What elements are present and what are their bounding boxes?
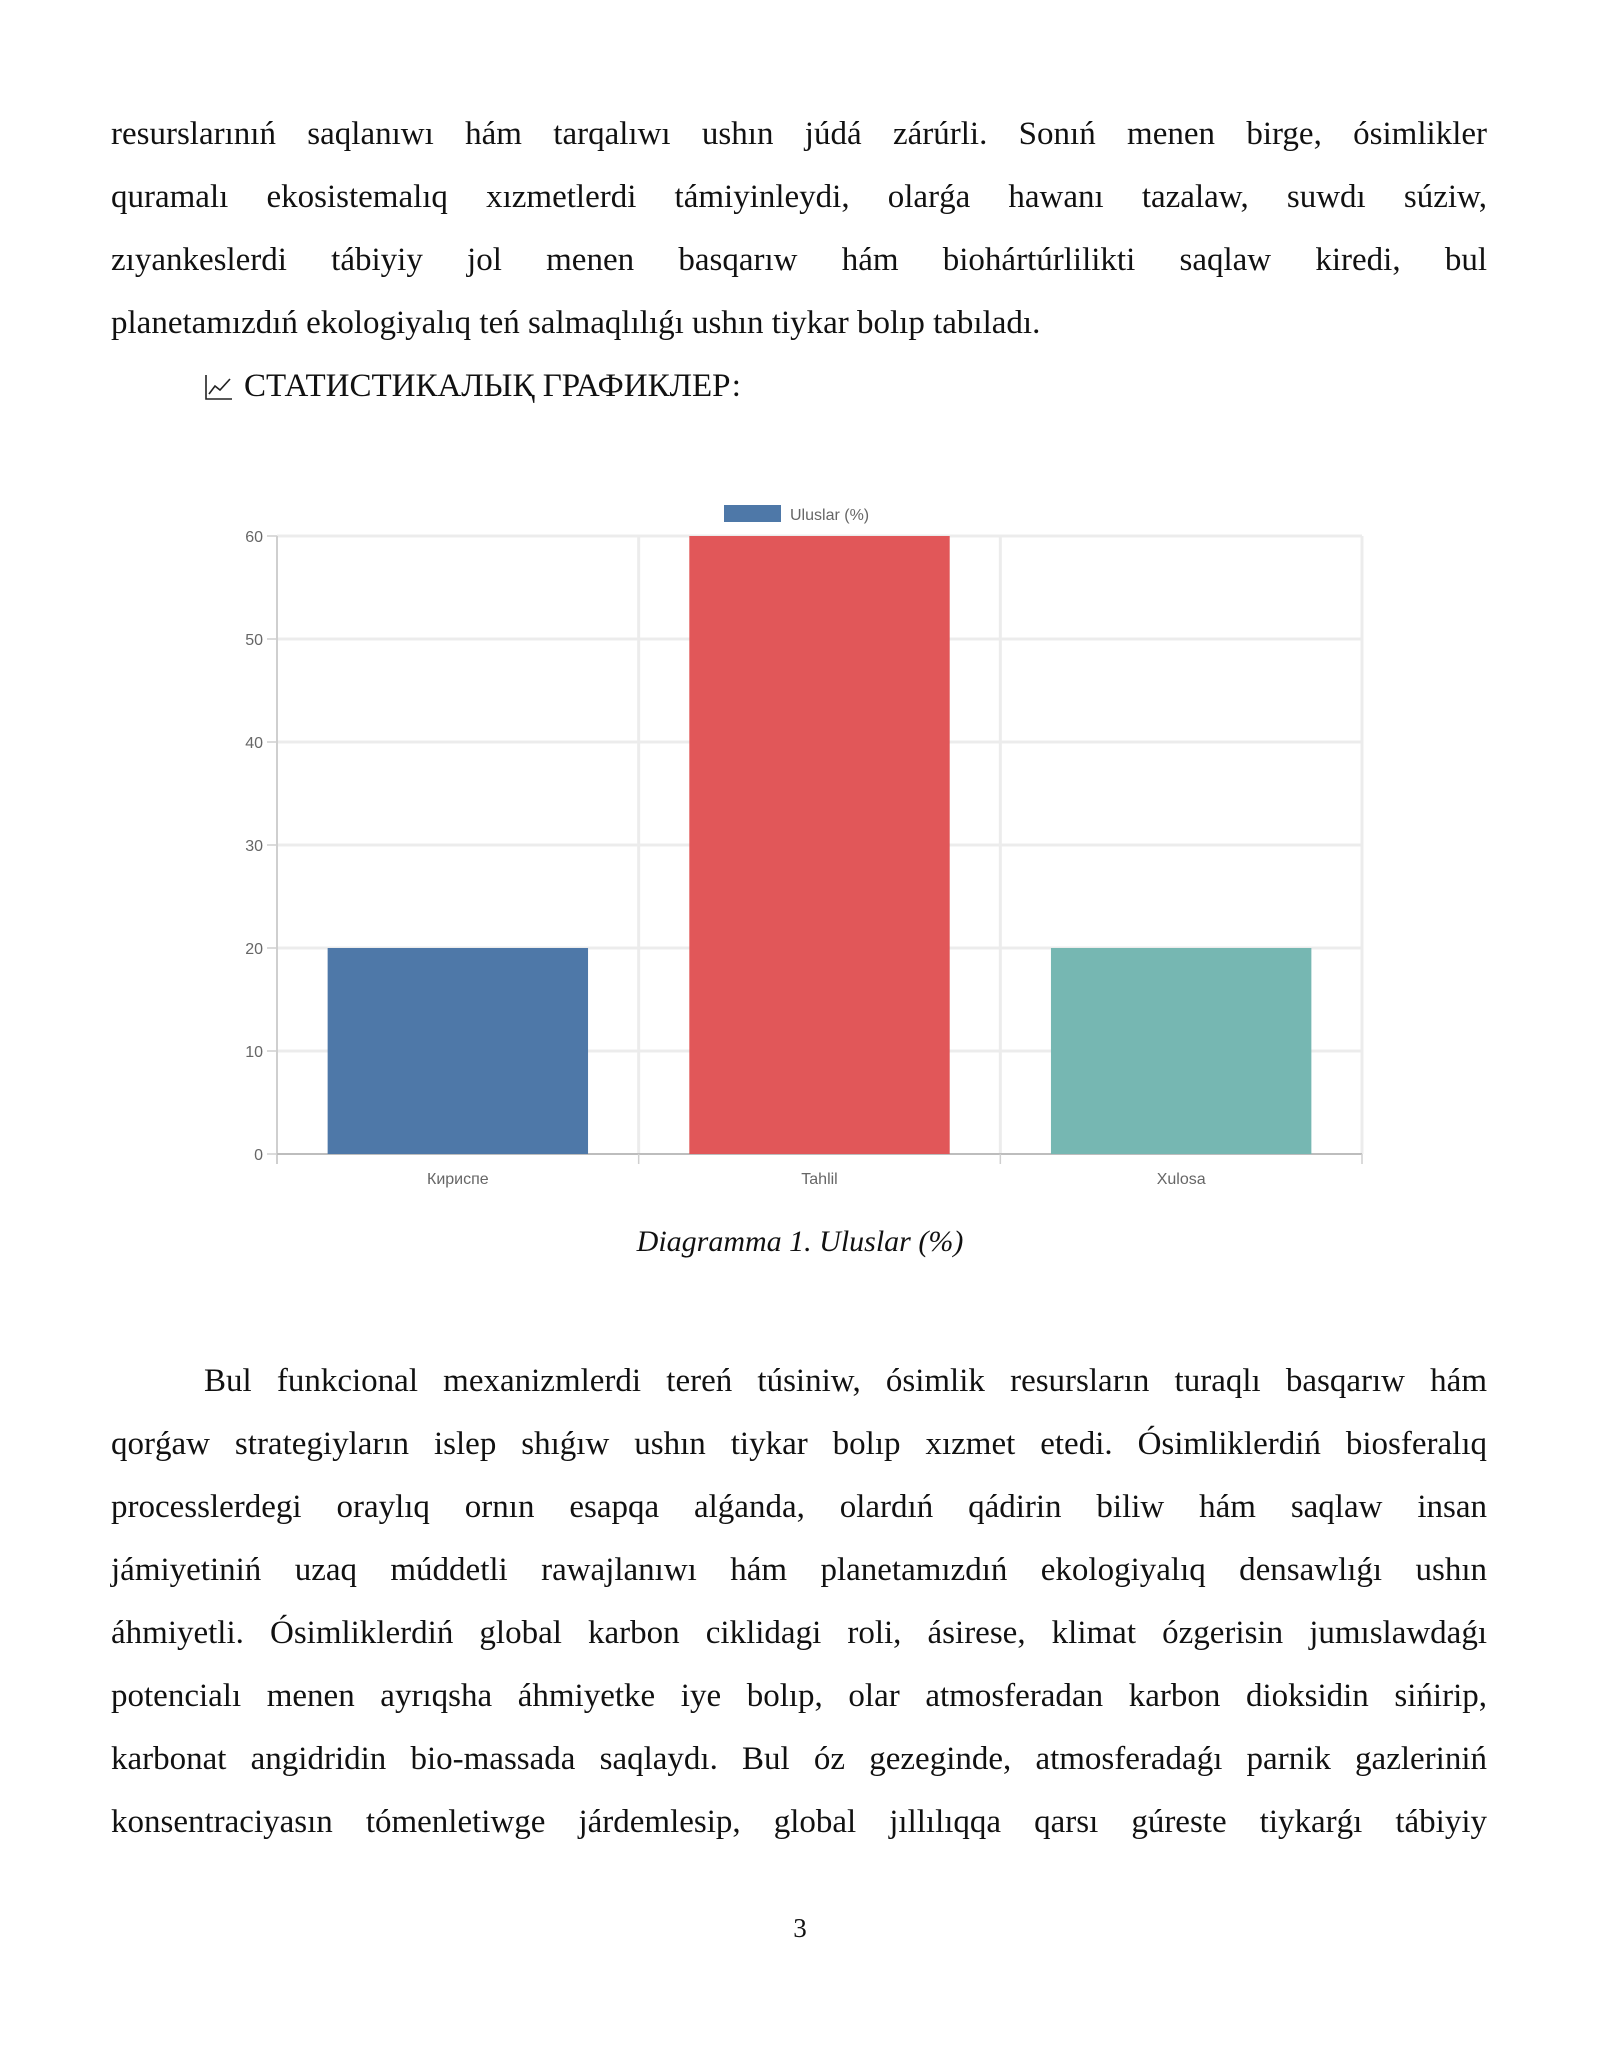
chart-bar bbox=[689, 536, 949, 1154]
legend-swatch bbox=[724, 505, 781, 522]
chart-bar bbox=[328, 948, 588, 1154]
y-tick-label: 10 bbox=[245, 1044, 263, 1061]
y-tick-label: 50 bbox=[245, 632, 263, 649]
text-line: áhmiyetli. Ósimliklerdiń global karbon ciklidagi roli, ásirese, klimat ózgerisin jumıslawdaǵı bbox=[111, 1615, 1487, 1651]
page-number: 3 bbox=[793, 1913, 807, 1943]
x-tick-label: Xulosa bbox=[1156, 1171, 1206, 1188]
y-tick-label: 40 bbox=[245, 735, 263, 752]
text-line: konsentraciyasın tómenletiwge járdemlesip, global jıllılıqqa qarsı gúreste tiykarǵı tábiyiy bbox=[111, 1804, 1487, 1840]
y-tick-label: 20 bbox=[245, 941, 263, 958]
figure-caption: Diagramma 1. Uluslar (%) bbox=[636, 1225, 964, 1258]
chart-bar bbox=[1051, 948, 1311, 1154]
text-line: potencialı menen ayrıqsha áhmiyetke iye bolıp, olar atmosferadan karbon dioksidin sińirip, bbox=[111, 1678, 1487, 1714]
text-line: zıyankeslerdi tábiyiy jol menen basqarıw hám biohártúrlilikti saqlaw kiredi, bul bbox=[111, 242, 1487, 278]
text-line: Bul funkcional mexanizmlerdi tereń túsiniw, ósimlik resursların turaqlı basqarıw hám bbox=[204, 1363, 1487, 1399]
text-line: karbonat angidridin bio-massada saqlaydı. Bul óz gezeginde, atmosferadaǵı parnik gazleriniń bbox=[111, 1741, 1487, 1777]
section-heading-text: СТАТИСТИКАЛЫҚ ГРАФИКЛЕР: bbox=[244, 368, 741, 404]
x-tick-label: Tahlil bbox=[801, 1171, 838, 1188]
x-tick-label: Кириспе bbox=[427, 1171, 489, 1188]
y-tick-label: 0 bbox=[254, 1147, 263, 1164]
text-line: jámiyetiniń uzaq múddetli rawajlanıwı hám planetamızdıń ekologiyalıq densawlıǵı ushın bbox=[111, 1552, 1487, 1588]
paragraph-bottom bbox=[111, 1350, 1487, 1854]
text-line: resurslarınıń saqlanıwı hám tarqalıwı ushın júdá zárúrli. Sonıń menen birge, ósimlikler bbox=[111, 116, 1487, 152]
legend-label: Uluslar (%) bbox=[790, 507, 870, 524]
text-line: quramalı ekosistemalıq xızmetlerdi támiyinleydi, olarǵa hawanı tazalaw, suwdı súziw, bbox=[111, 179, 1487, 215]
text-line: planetamızdıń ekologiyalıq teń salmaqlılıǵı ushın tiykar bolıp tabıladı. bbox=[111, 305, 1041, 341]
y-tick-label: 30 bbox=[245, 838, 263, 855]
text-line: processlerdegi oraylıq ornın esapqa alǵanda, olardıń qádirin biliw hám saqlaw insan bbox=[111, 1489, 1487, 1525]
y-tick-label: 60 bbox=[245, 529, 263, 546]
text-line: qorǵaw strategiyların islep shıǵıw ushın tiykar bolıp xızmet etedi. Ósimliklerdiń biosferalıq bbox=[111, 1426, 1487, 1462]
